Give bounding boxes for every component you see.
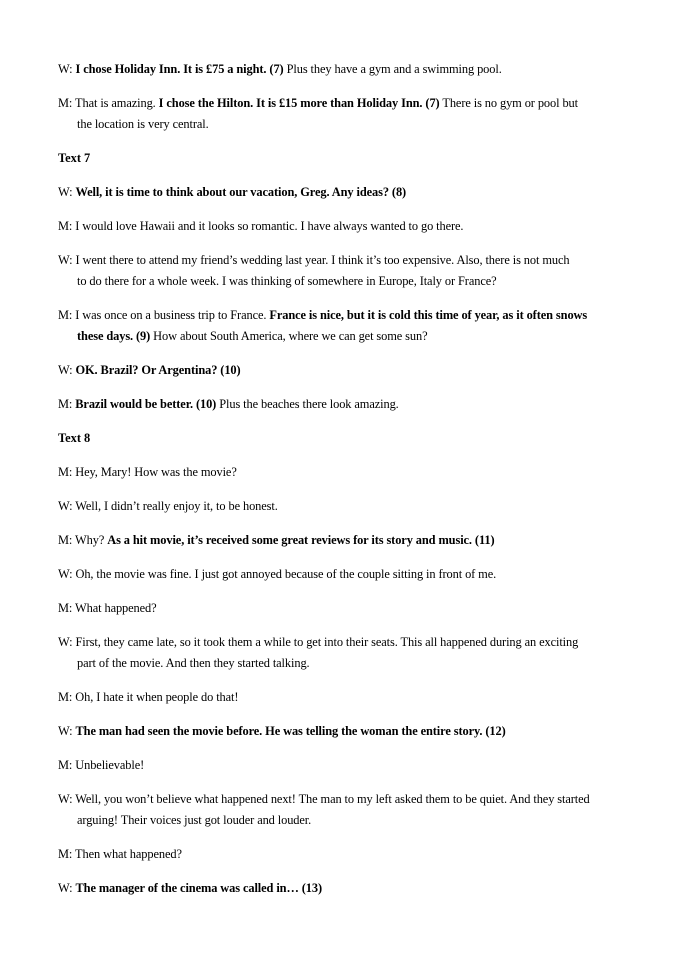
speaker-label: M: [58, 219, 73, 233]
speaker-label: M: [58, 96, 73, 110]
dialogue-line [58, 305, 632, 326]
dialogue-line [58, 598, 632, 619]
dialogue-line [58, 250, 632, 271]
answer-text: France is nice, but it is cold this time of year, as it often snows [269, 308, 588, 322]
answer-text: The manager of the cinema was called in… (13) [75, 881, 322, 895]
line-text: to do there for a whole week. I was thinking of somewhere in Europe, Italy or France? [77, 274, 497, 288]
dialogue-line [58, 496, 632, 517]
speaker-label: W: [58, 567, 73, 581]
dialogue-line [58, 59, 632, 80]
answer-text: As a hit movie, it’s received some great reviews for its story and music. (11) [107, 533, 495, 547]
speaker-label: W: [58, 253, 73, 267]
line-text: I would love Hawaii and it looks so romantic. I have always wanted to go there. [72, 219, 464, 233]
line-text: Hey, Mary! How was the movie? [72, 465, 237, 479]
dialogue-continuation [77, 810, 632, 831]
line-text: the location is very central. [77, 117, 209, 131]
dialogue-line [58, 564, 632, 585]
speaker-label: W: [58, 363, 73, 377]
dialogue-line [58, 530, 632, 551]
answer-text: The man had seen the movie before. He was telling the woman the entire story. (12) [75, 724, 506, 738]
section-heading: Text 7 [58, 151, 91, 165]
dialogue-line [58, 721, 632, 742]
answer-text: OK. Brazil? Or Argentina? (10) [75, 363, 241, 377]
line-text: I went there to attend my friend’s wedding last year. I think it’s too expensive. Also, there is not much [72, 253, 570, 267]
answer-text: I chose the Hilton. It is £15 more than Holiday Inn. (7) [158, 96, 440, 110]
line-text: How about South America, where we can get some sun? [150, 329, 428, 343]
speaker-label: M: [58, 690, 73, 704]
speaker-label: W: [58, 724, 73, 738]
dialogue-line [58, 755, 632, 776]
dialogue-line [58, 93, 632, 114]
line-text: Oh, I hate it when people do that! [72, 690, 239, 704]
speaker-label: W: [58, 62, 73, 76]
line-text: Why? [72, 533, 108, 547]
line-text: part of the movie. And then they started talking. [77, 656, 310, 670]
line-text: Plus the beaches there look amazing. [216, 397, 399, 411]
speaker-label: M: [58, 533, 73, 547]
speaker-label: W: [58, 792, 73, 806]
dialogue-continuation [77, 271, 632, 292]
dialogue-continuation [77, 653, 632, 674]
dialogue-line [58, 394, 632, 415]
speaker-label: W: [58, 185, 73, 199]
dialogue-line [58, 182, 632, 203]
speaker-label: W: [58, 499, 73, 513]
speaker-label: M: [58, 308, 73, 322]
dialogue-continuation [77, 114, 632, 135]
line-text: Then what happened? [72, 847, 182, 861]
line-text: That is amazing. [72, 96, 159, 110]
dialogue-line [58, 632, 632, 653]
answer-text: Brazil would be better. (10) [75, 397, 217, 411]
speaker-label: M: [58, 758, 73, 772]
line-text: Plus they have a gym and a swimming pool. [283, 62, 502, 76]
speaker-label: W: [58, 881, 73, 895]
speaker-label: M: [58, 847, 73, 861]
answer-text: Well, it is time to think about our vacation, Greg. Any ideas? (8) [75, 185, 407, 199]
speaker-label: W: [58, 635, 73, 649]
dialogue-line [58, 878, 632, 899]
line-text: Well, I didn’t really enjoy it, to be honest. [72, 499, 278, 513]
dialogue-line [58, 216, 632, 237]
dialogue-line [58, 462, 632, 483]
answer-text: I chose Holiday Inn. It is £75 a night. (7) [75, 62, 284, 76]
section-heading: Text 8 [58, 431, 91, 445]
dialogue-line [58, 360, 632, 381]
answer-text: these days. (9) [77, 329, 151, 343]
dialogue-line [58, 844, 632, 865]
dialogue-continuation [77, 326, 632, 347]
line-text: I was once on a business trip to France. [72, 308, 270, 322]
speaker-label: M: [58, 465, 73, 479]
line-text: arguing! Their voices just got louder and louder. [77, 813, 312, 827]
line-text: Well, you won’t believe what happened next! The man to my left asked them to be quiet. And they started [72, 792, 590, 806]
dialogue-line [58, 789, 632, 810]
line-text: What happened? [72, 601, 157, 615]
speaker-label: M: [58, 397, 73, 411]
dialogue-line [58, 687, 632, 708]
line-text: First, they came late, so it took them a while to get into their seats. This all happened during an exciting [72, 635, 579, 649]
speaker-label: M: [58, 601, 73, 615]
line-text: Unbelievable! [72, 758, 145, 772]
line-text: Oh, the movie was fine. I just got annoyed because of the couple sitting in front of me. [72, 567, 497, 581]
line-text: There is no gym or pool but [439, 96, 578, 110]
